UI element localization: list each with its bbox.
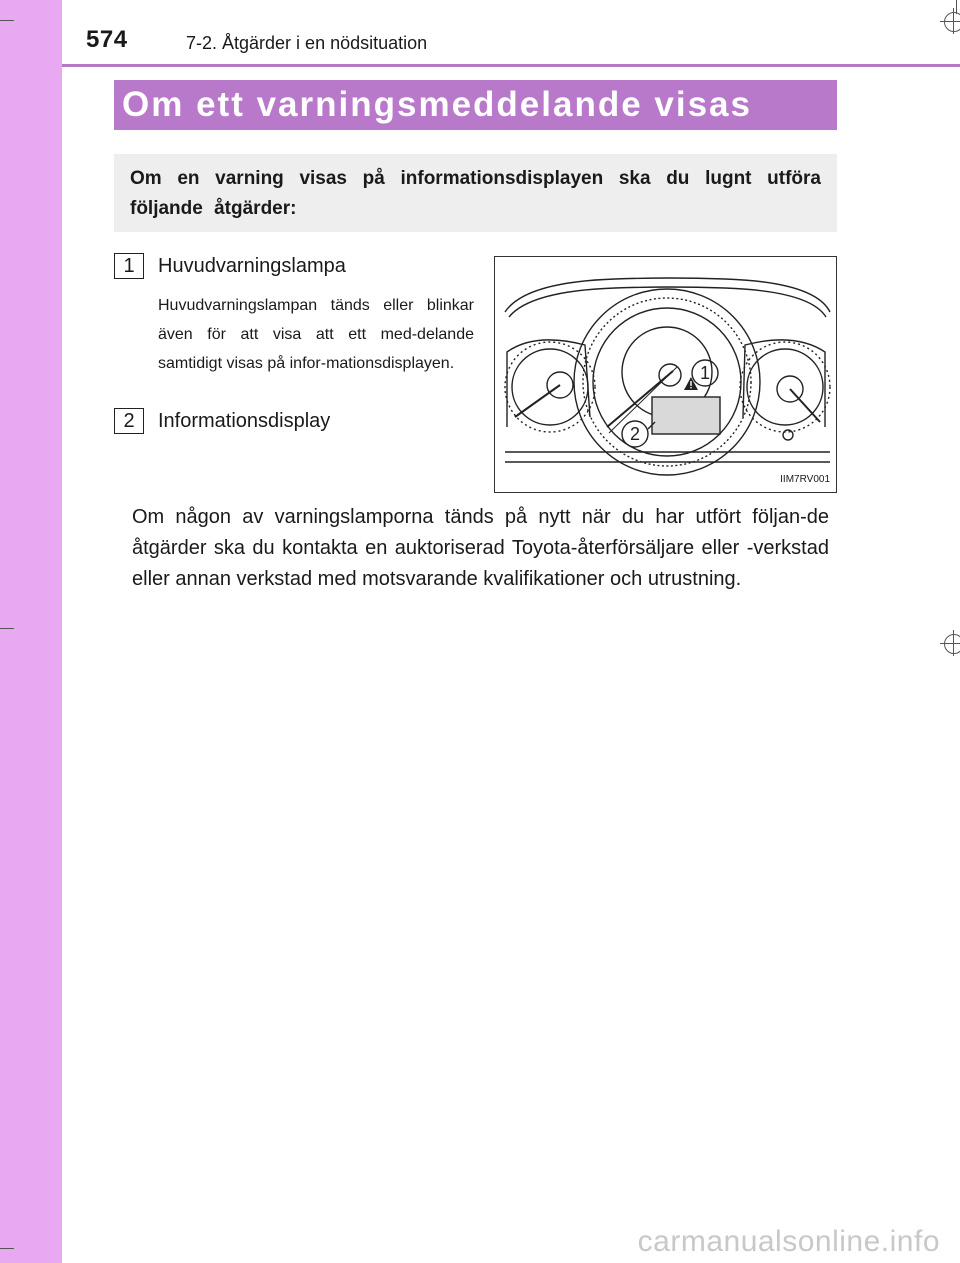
sidebar-stripe <box>0 0 62 1263</box>
crop-mark <box>0 628 14 629</box>
section-title: 7-2. Åtgärder i en nödsituation <box>186 33 428 53</box>
crop-mark <box>0 20 14 21</box>
crop-mark <box>940 21 960 22</box>
figure-callout-2: 2 <box>630 424 641 444</box>
instrument-cluster-illustration <box>495 257 836 492</box>
callout-title: Informationsdisplay <box>158 410 331 432</box>
callout-item-1 <box>114 253 474 403</box>
crop-mark <box>940 643 960 644</box>
instrument-cluster-figure <box>494 256 837 493</box>
body-paragraph: Om någon av varningslamporna tänds på nytt när du har utfört följan-de åtgärder ska du kontakta en auktoriserad Toyota-återförsäljare eller -verkstad eller annan verkstad med motsvarande kvalifikationer och utrustning. <box>132 506 829 590</box>
registration-mark <box>944 12 960 32</box>
callout-title: Huvudvarningslampa <box>158 255 346 277</box>
header-divider <box>62 64 960 67</box>
page-number: 574 <box>86 26 128 53</box>
figure-callout-1: 1 <box>700 363 711 383</box>
callout-description: Huvudvarningslampan tänds eller blinkar även för att visa att ett med-delande samtidigt visas på infor-mationsdisplayen. <box>158 297 474 372</box>
callout-number-badge: 1 <box>114 253 144 279</box>
figure-label: IIM7RV001 <box>780 474 830 485</box>
page-title: Om ett varningsmeddelande visas <box>114 80 837 130</box>
callout-number-badge: 2 <box>114 408 144 434</box>
crop-mark <box>953 630 954 656</box>
intro-box: Om en varning visas på informationsdisplayen ska du lugnt utföra följande åtgärder: <box>114 154 837 232</box>
watermark: carmanualsonline.info <box>637 1225 940 1258</box>
callout-item-2 <box>114 408 474 438</box>
registration-mark <box>944 634 960 654</box>
crop-mark <box>953 8 954 34</box>
crop-mark <box>0 1248 14 1249</box>
warning-triangle-icon <box>684 377 698 390</box>
